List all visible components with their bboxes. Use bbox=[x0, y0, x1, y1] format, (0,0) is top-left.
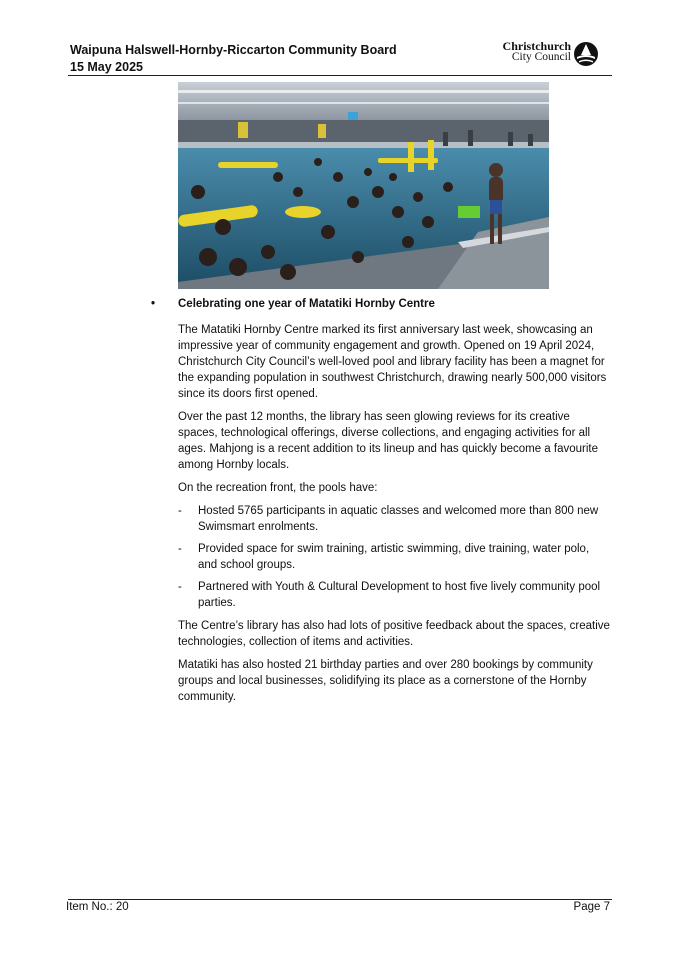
list-item bbox=[178, 541, 610, 573]
logo-line-1: Christchurch bbox=[502, 39, 571, 53]
paragraph-bookings: Matatiki has also hosted 21 birthday parties and over 280 bookings by community groups and local businesses, solidifying its place as a cornerstone of the Hornby community. bbox=[178, 659, 593, 703]
dash-marker: - bbox=[178, 543, 182, 555]
meeting-date: 15 May 2025 bbox=[70, 60, 143, 74]
list-item bbox=[178, 579, 610, 611]
paragraph-anniversary: The Matatiki Hornby Centre marked its first anniversary last week, showcasing an impressive year of community engagement and growth. Opened on 19 April 2024, Christchurch City Council’s well-loved pool and library facility has been a magnet for the expanding population in southwest Christchurch, drawing nearly 500,000 visitors since its doors first opened. bbox=[178, 324, 607, 400]
logo-text bbox=[503, 41, 571, 63]
paragraph-recreation: On the recreation front, the pools have: bbox=[178, 482, 378, 494]
header-divider bbox=[68, 75, 612, 76]
list-item-text: Hosted 5765 participants in aquatic classes and welcomed more than 800 new Swimsmart enrolments. bbox=[198, 505, 599, 533]
page-number: Page 7 bbox=[573, 901, 610, 913]
dash-marker: - bbox=[178, 505, 182, 517]
footer-divider bbox=[68, 899, 612, 900]
pool-party-photo bbox=[178, 82, 549, 289]
main-content bbox=[151, 296, 610, 712]
bullet-icon: • bbox=[151, 298, 156, 310]
list-item bbox=[178, 503, 610, 535]
paragraph-feedback: The Centre’s library has also had lots of positive feedback about the spaces, creative technologies, collection of items and activities. bbox=[178, 620, 610, 648]
board-name: Waipuna Halswell-Hornby-Riccarton Community Board bbox=[70, 43, 397, 57]
logo-line-2: City Council bbox=[511, 51, 571, 63]
paragraph-library: Over the past 12 months, the library has seen glowing reviews for its creative spaces, technological offerings, diverse collections, and engaging activities for all ages. Mahjong is a recent addition to its lineup and has quickly become a favourite among Hornby locals. bbox=[178, 411, 599, 471]
section-heading bbox=[151, 296, 610, 312]
item-number: Item No.: 20 bbox=[66, 901, 129, 913]
council-emblem-icon bbox=[573, 41, 599, 67]
pool-achievements-list bbox=[178, 503, 610, 611]
council-logo bbox=[497, 41, 603, 67]
section-heading-text: Celebrating one year of Matatiki Hornby Centre bbox=[178, 298, 435, 310]
list-item-text: Provided space for swim training, artistic swimming, dive training, water polo, and school groups. bbox=[198, 543, 590, 571]
dash-marker: - bbox=[178, 581, 182, 593]
list-item-text: Partnered with Youth & Cultural Development to host five lively community pool parties. bbox=[198, 581, 601, 609]
